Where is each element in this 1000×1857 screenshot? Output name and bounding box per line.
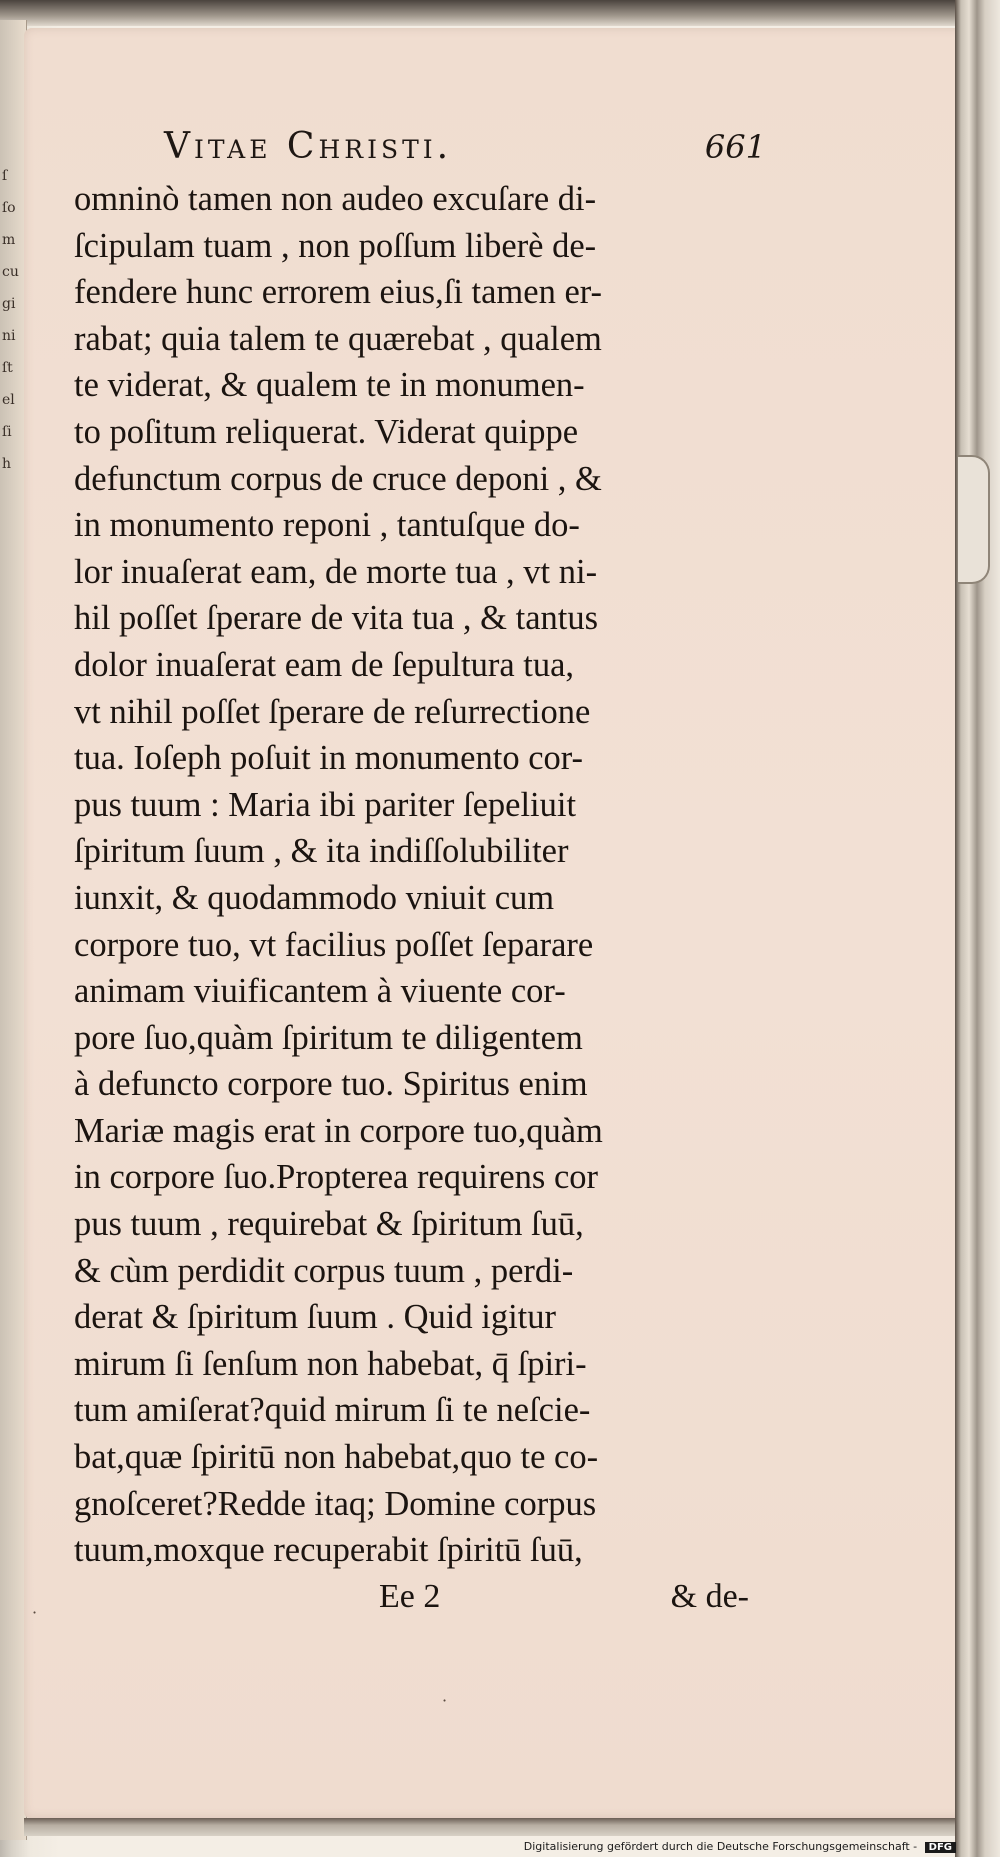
text-line: animam viuificantem à viuente cor-: [74, 972, 566, 1011]
text-line: lor inuaſerat eam, de morte tua , vt ni-: [74, 552, 598, 591]
text-line: hil poſſet ſperare de vita tua , & tantus: [74, 599, 599, 638]
text-line: gnoſceret?Redde itaq; Domine corpus: [74, 1484, 597, 1523]
page-bottom-edge: [24, 1818, 979, 1836]
text-line: in corpore ſuo.Propterea requirens cor: [74, 1158, 599, 1197]
text-line: pore ſuo,quàm ſpiritum te diligentem: [74, 1018, 583, 1057]
text-line: Mariæ magis erat in corpore tuo,quàm: [74, 1111, 603, 1150]
text-line: to poſitum reliquerat. Viderat quippe: [74, 412, 579, 451]
previous-page-edge: [0, 20, 27, 1840]
text-line: à defuncto corpore tuo. Spiritus enim: [74, 1065, 588, 1104]
book-page: [24, 28, 979, 1818]
previous-page-glyph: h: [2, 456, 12, 472]
text-line: vt nihil poſſet ſperare de reſurrectione: [74, 692, 591, 731]
text-line: rabat; quia talem te quærebat , qualem: [74, 319, 602, 358]
text-line: & cùm perdidit corpus tuum , perdi-: [74, 1251, 574, 1290]
text-line: ſcipulam tuam , non poſſum liberè de-: [74, 226, 597, 265]
previous-page-text: [2, 160, 24, 860]
text-line: tua. Ioſeph poſuit in monumento cor-: [74, 739, 584, 778]
dfg-logo-icon: DFG: [925, 1842, 956, 1853]
text-line: pus tuum , requirebat & ſpiritum ſuū,: [74, 1205, 584, 1244]
digitization-credit: [524, 1840, 956, 1853]
text-line: pus tuum : Maria ibi pariter ſepeliuit: [74, 785, 577, 824]
book-top-edge: [0, 0, 1000, 26]
text-line: corpore tuo, vt facilius poſſet ſeparare: [74, 925, 594, 964]
text-line: te viderat, & qualem te in monumen-: [74, 366, 585, 405]
page-tab-marker: [958, 455, 990, 584]
text-line: defunctum corpus de cruce deponi , &: [74, 459, 602, 498]
stray-ink-mark: ·: [442, 1691, 448, 1710]
text-line: ſpiritum ſuum , & ita indiſſolubiliter: [74, 832, 569, 871]
previous-page-glyph: ſo: [2, 200, 16, 216]
credit-text: Digitalisierung gefördert durch die Deutsche Forschungsgemeinschaft -: [523, 1840, 918, 1853]
text-line: iunxit, & quodammodo vniuit cum: [74, 878, 555, 917]
page-footer: [379, 1578, 759, 1624]
text-line: derat & ſpiritum ſuum . Quid igitur: [74, 1298, 556, 1337]
previous-page-glyph: el: [2, 392, 15, 408]
text-line: mirum ſi ſenſum non habebat, q̄ ſpiri-: [74, 1344, 587, 1383]
previous-page-glyph: ſt: [2, 360, 13, 376]
page-fore-edge: [955, 0, 1000, 1857]
previous-page-glyph: cu: [2, 264, 19, 280]
text-line: tuum,moxque recuperabit ſpiritū ſuū,: [74, 1531, 583, 1570]
text-line: tum amiſerat?quid mirum ſi te neſcie-: [74, 1391, 591, 1430]
text-line: omninò tamen non audeo excuſare di-: [74, 180, 597, 218]
running-header: [164, 126, 766, 176]
body-text: [74, 176, 754, 1574]
stray-ink-mark: ·: [32, 1603, 38, 1622]
signature-mark: Ee 2: [379, 1578, 441, 1615]
text-line: fendere hunc errorem eius,ſi tamen er-: [74, 273, 603, 312]
text-line: dolor inuaſerat eam de ſepultura tua,: [74, 645, 575, 684]
text-line: bat,quæ ſpiritū non habebat,quo te co-: [74, 1438, 599, 1477]
page-number: 661: [704, 128, 766, 166]
running-title: Vitae Christi.: [164, 126, 453, 167]
previous-page-glyph: ſ: [2, 168, 8, 184]
previous-page-glyph: ni: [2, 328, 16, 344]
text-line: in monumento reponi , tantuſque do-: [74, 506, 580, 545]
previous-page-glyph: gi: [2, 296, 16, 312]
catchword: & de-: [670, 1578, 749, 1615]
previous-page-glyph: ſi: [2, 424, 12, 440]
previous-page-glyph: m: [2, 232, 16, 248]
